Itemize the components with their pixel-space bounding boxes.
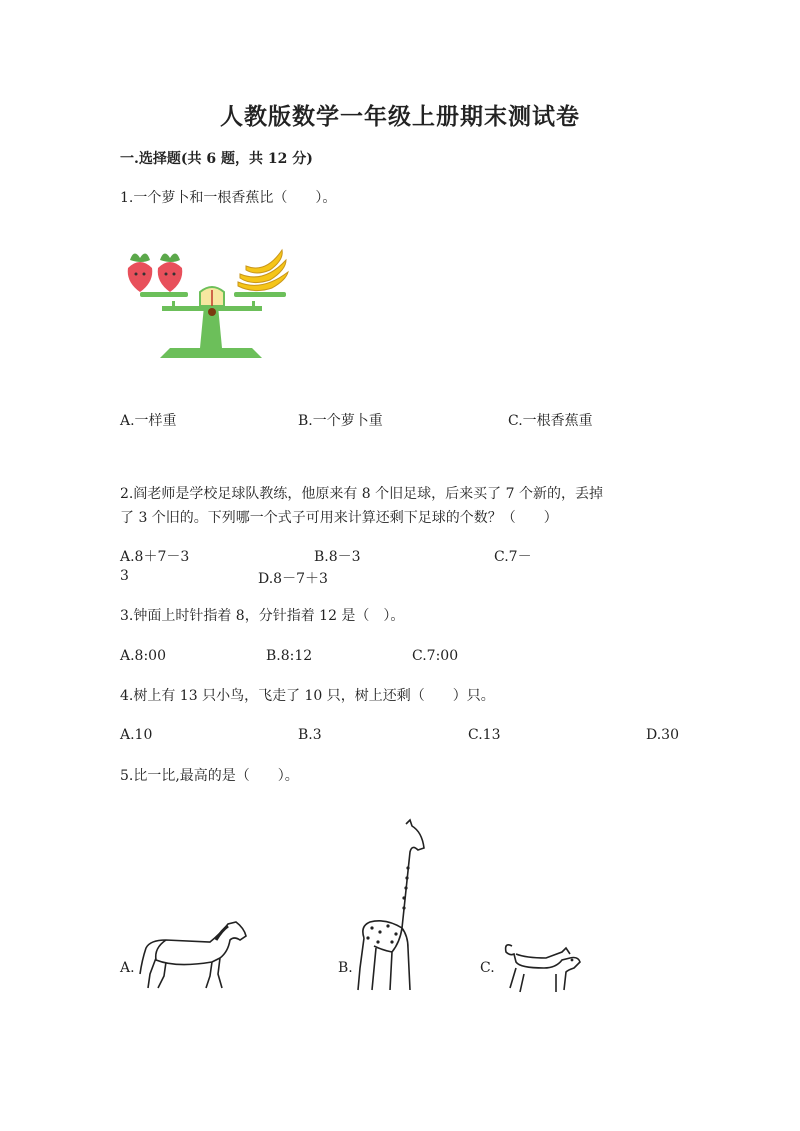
q1-option-c: C.一根香蕉重 (508, 413, 593, 429)
page-title: 人教版数学一年级上册期末测试卷 (220, 103, 580, 130)
q2-option-c-continued: 3 (120, 568, 129, 584)
horse-icon (136, 918, 252, 994)
q2-option-c: C.7－ (494, 549, 532, 565)
q2-option-a: A.8＋7－3 (120, 549, 190, 565)
q5-option-c: C. (480, 960, 495, 976)
question-1-stem: 1.一个萝卜和一根香蕉比（ ）。 (120, 190, 337, 206)
q4-option-a: A.10 (120, 727, 153, 743)
q2-option-d: D.8－7＋3 (258, 571, 328, 587)
giraffe-icon (352, 818, 428, 996)
balance-scale-icon (122, 246, 292, 361)
q1-option-b: B.一个萝卜重 (298, 413, 383, 429)
question-4-stem: 4.树上有 13 只小鸟，飞走了 10 只，树上还剩（ ）只。 (120, 688, 495, 704)
section-heading: 一.选择题(共 6 题，共 12 分) (120, 151, 313, 167)
q5-option-b: B. (338, 960, 353, 976)
q4-option-b: B.3 (298, 727, 322, 743)
q4-option-d: D.30 (646, 727, 679, 743)
q3-option-a: A.8:00 (120, 648, 166, 664)
q3-option-c: C.7:00 (412, 648, 459, 664)
q4-option-c: C.13 (468, 727, 501, 743)
question-3-stem: 3.钟面上时针指着 8，分针指着 12 是（ ）。 (120, 608, 405, 624)
question-5-stem: 5.比一比,最高的是（ ）。 (120, 768, 299, 784)
dog-icon (500, 938, 584, 996)
q2-option-b: B.8－3 (314, 549, 361, 565)
q3-option-b: B.8:12 (266, 648, 313, 664)
q5-option-a: A. (120, 960, 135, 976)
question-2-stem-line2: 了 3 个旧的。下列哪一个式子可用来计算还剩下足球的个数？（ ） (120, 510, 558, 526)
question-2-stem-line1: 2.阎老师是学校足球队教练，他原来有 8 个旧足球，后来买了 7 个新的，丢掉 (120, 486, 603, 502)
q1-option-a: A.一样重 (120, 413, 177, 429)
